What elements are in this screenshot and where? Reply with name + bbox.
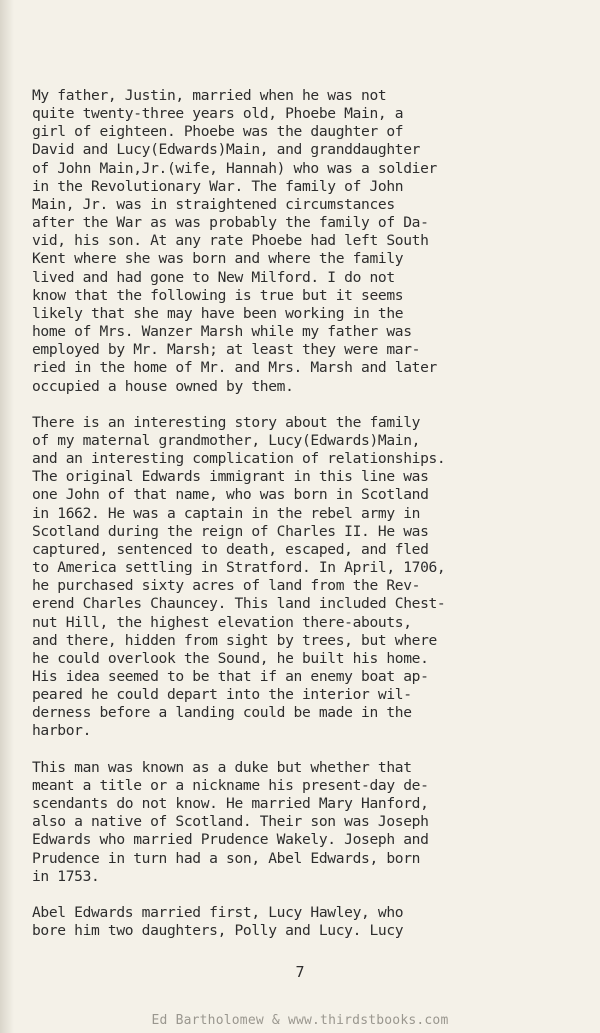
text-line: know that the following is true but it seems (32, 286, 404, 304)
text-line: quite twenty-three years old, Phoebe Main, a (32, 105, 404, 123)
paragraph (32, 904, 590, 940)
text-line: bore him two daughters, Polly and Lucy. Lucy (32, 922, 404, 940)
text-line: in the Revolutionary War. The family of John (32, 177, 404, 195)
text-line: peared he could depart into the interior wil- (32, 686, 412, 704)
text-line: of my maternal grandmother, Lucy(Edwards)Main, (32, 431, 421, 449)
page-number: 7 (295, 963, 305, 981)
text-line: captured, sentenced to death, escaped, and fled (32, 540, 429, 558)
text-line: of John Main,Jr.(wife, Hannah) who was a soldier (32, 159, 437, 177)
text-line: home of Mrs. Wanzer Marsh while my father was (32, 323, 412, 341)
text-line: in 1662. He was a captain in the rebel army in (32, 504, 421, 522)
text-line: meant a title or a nickname his present-day de- (32, 776, 429, 794)
text-line: employed by Mr. Marsh; at least they were mar- (32, 341, 421, 359)
text-line: Abel Edwards married first, Lucy Hawley, who (32, 903, 404, 921)
text-line: lived and had gone to New Milford. I do not (32, 268, 395, 286)
text-line: derness before a landing could be made in the (32, 704, 412, 722)
text-line: ried in the home of Mr. and Mrs. Marsh and later (32, 359, 437, 377)
text-line: and an interesting complication of relationships. (32, 450, 446, 468)
text-line: His idea seemed to be that if an enemy boat ap- (32, 667, 429, 685)
watermark: Ed Bartholomew & www.thirdstbooks.com (151, 1013, 449, 1028)
text-line: likely that she may have been working in the (32, 304, 404, 322)
text-line: This man was known as a duke but whether that (32, 758, 412, 776)
text-line: Prudence in turn had a son, Abel Edwards, born (32, 849, 421, 867)
text-line: David and Lucy(Edwards)Main, and granddaughter (32, 141, 421, 159)
text-line: in 1753. (32, 867, 100, 885)
text-line: and there, hidden from sight by trees, but where (32, 631, 437, 649)
text-line: to America settling in Stratford. In April, 1706, (32, 559, 446, 577)
paragraph (32, 759, 590, 886)
text-line: erend Charles Chauncey. This land included Chest- (32, 595, 446, 613)
text-line: scendants do not know. He married Mary Hanford, (32, 795, 429, 813)
text-line: The original Edwards immigrant in this line was (32, 468, 429, 486)
text-line: girl of eighteen. Phoebe was the daughter of (32, 123, 404, 141)
text-line: he purchased sixty acres of land from the Rev- (32, 577, 421, 595)
text-line: vid, his son. At any rate Phoebe had left South (32, 232, 429, 250)
text-line: Main, Jr. was in straightened circumstances (32, 195, 395, 213)
text-line: My father, Justin, married when he was not (32, 87, 387, 104)
paragraph (32, 87, 590, 396)
text-line: Kent where she was born and where the family (32, 250, 404, 268)
text-line: he could overlook the Sound, he built his home. (32, 649, 429, 667)
text-line: harbor. (32, 722, 92, 740)
text-line: Scotland during the reign of Charles II. He was (32, 522, 429, 540)
paragraph (32, 414, 590, 741)
text-line: also a native of Scotland. Their son was Joseph (32, 813, 429, 831)
body-text (32, 87, 590, 958)
text-line: Edwards who married Prudence Wakely. Joseph and (32, 831, 429, 849)
page-binding-edge (0, 0, 14, 1033)
text-line: one John of that name, who was born in Scotland (32, 486, 429, 504)
text-line: nut Hill, the highest elevation there-abouts, (32, 613, 412, 631)
text-line: There is an interesting story about the family (32, 413, 421, 431)
text-line: occupied a house owned by them. (32, 377, 294, 395)
text-line: after the War as was probably the family of Da- (32, 214, 429, 232)
